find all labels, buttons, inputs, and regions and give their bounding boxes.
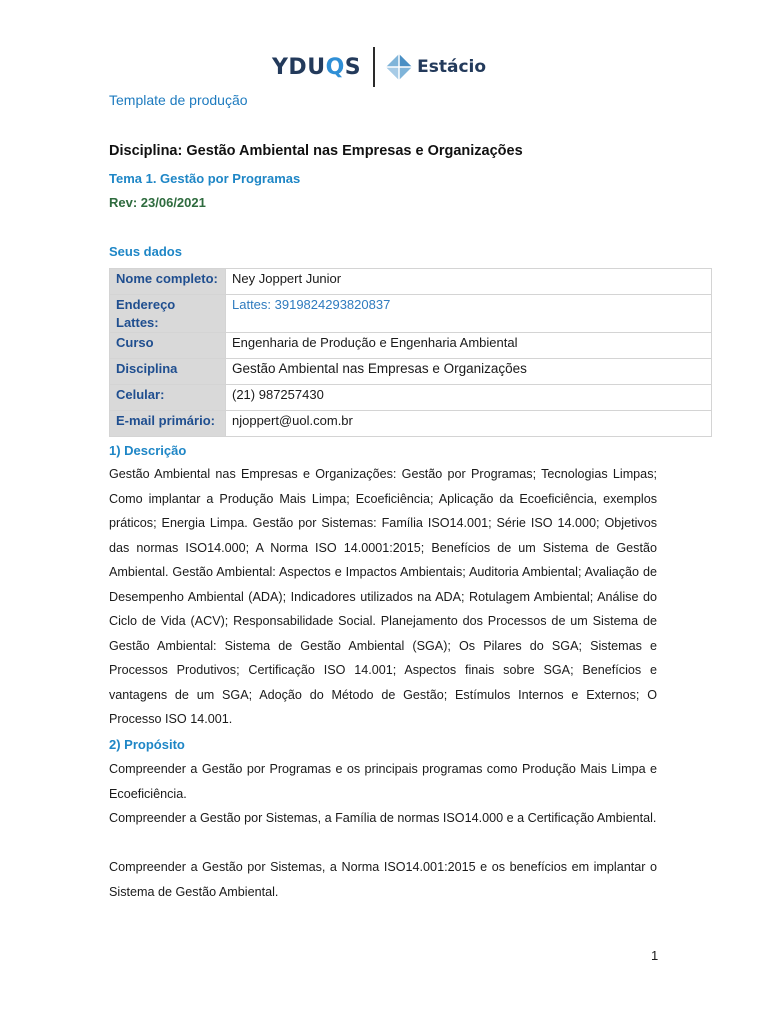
row-label-email: E-mail primário:	[110, 411, 226, 437]
yduqs-logo: YDUQS	[272, 54, 362, 80]
row-value-course: Engenharia de Produção e Engenharia Ambiental	[226, 333, 712, 359]
template-title: Template de produção	[109, 92, 248, 108]
revision-date: Rev: 23/06/2021	[109, 195, 206, 210]
row-value-discipline: Gestão Ambiental nas Empresas e Organizações	[226, 359, 712, 385]
table-row	[110, 333, 712, 359]
estacio-logo	[385, 53, 486, 81]
logo-divider	[373, 47, 375, 87]
lattes-link[interactable]: Lattes: 3919824293820837	[226, 295, 712, 333]
row-label-full-name: Nome completo:	[110, 269, 226, 295]
row-label-discipline: Disciplina	[110, 359, 226, 385]
row-label-lattes: Endereço Lattes:	[110, 295, 226, 333]
header-logo	[272, 44, 496, 90]
row-label-course: Curso	[110, 333, 226, 359]
table-row	[110, 411, 712, 437]
row-value-email: njoppert@uol.com.br	[226, 411, 712, 437]
table-row	[110, 269, 712, 295]
page-number: 1	[651, 948, 659, 963]
description-text: Gestão Ambiental nas Empresas e Organizações: Gestão por Programas; Tecnologias Limpas; Como implantar a Produção Mais Limpa; Ecoeficiência; Aplicação da Ecoeficiência, exemplos práticos; Energia Limpa. Gestão por Sistemas: Família ISO14.001; Série ISO 14.000; Objetivos das normas ISO14.000; A Norma ISO 14.0001:2015; Benefícios de um Sistema de Gestão Ambiental. Gestão Ambiental: Aspectos e Impactos Ambientais; Auditoria Ambiental; Avaliação de Desempenho Ambiental (ADA); Indicadores utilizados na ADA; Rotulagem Ambiental; Análise do Ciclo de Vida (ACV); Responsabilidade Social. Planejamento dos Processos de um Sistema de Gestão Ambiental: Sistema de Gestão Ambiental (SGA); Os Pilares do SGA; Sistemas e Processos Produtivos; Certificação ISO 14.001; Aspectos finais sobre SGA; Benefícios e vantagens de um SGA; Adoção do Método de Gestão; Estímulos Internos e Externos; O Processo ISO 14.001.	[109, 467, 657, 726]
personal-data-table	[109, 268, 712, 437]
discipline-title: Disciplina: Gestão Ambiental nas Empresas e Organizações	[109, 143, 523, 159]
description-heading: 1) Descrição	[109, 443, 187, 458]
row-label-phone: Celular:	[110, 385, 226, 411]
estacio-wordmark: Estácio	[417, 57, 487, 77]
table-row	[110, 385, 712, 411]
your-data-heading: Seus dados	[109, 244, 182, 259]
table-row	[110, 295, 712, 333]
row-value-full-name: Ney Joppert Junior	[226, 269, 712, 295]
purpose-paragraph-3: Compreender a Gestão por Sistemas, a Norma ISO14.001:2015 e os benefícios em implantar o Sistema de Gestão Ambiental.	[109, 860, 657, 899]
theme-title: Tema 1. Gestão por Programas	[109, 171, 301, 186]
row-value-phone: (21) 987257430	[226, 385, 712, 411]
purpose-heading: 2) Propósito	[109, 737, 185, 752]
purpose-paragraph-2: Compreender a Gestão por Sistemas, a Família de normas ISO14.000 e a Certificação Ambiental.	[109, 811, 657, 825]
table-row	[110, 359, 712, 385]
purpose-paragraph-1: Compreender a Gestão por Programas e os principais programas como Produção Mais Limpa e Ecoeficiência.	[109, 762, 657, 801]
estacio-diamond-icon	[385, 53, 413, 81]
